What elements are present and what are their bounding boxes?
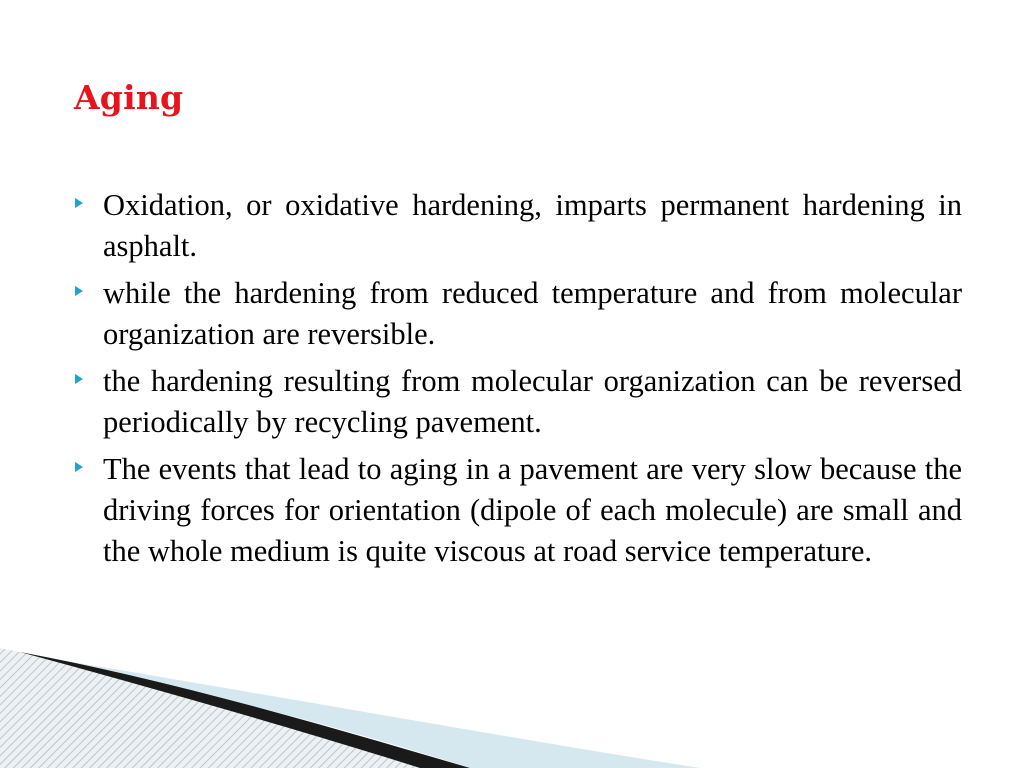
- slide-title: Aging: [74, 78, 184, 117]
- triangle-bullet-icon: [75, 462, 83, 472]
- bullet-item: [74, 361, 962, 443]
- bullet-item: [74, 449, 962, 572]
- triangle-bullet-icon: [75, 374, 83, 384]
- bullet-list: [74, 185, 962, 578]
- bullet-text: The events that lead to aging in a pavement are very slow because the driving forces for orientation (dipole of each molecule) are small and the whole medium is quite viscous at road service temperature.: [103, 452, 962, 568]
- bullet-text: while the hardening from reduced temperature and from molecular organization are reversible.: [103, 276, 962, 351]
- bullet-item: [74, 273, 962, 355]
- triangle-bullet-icon: [75, 198, 83, 208]
- bullet-text: Oxidation, or oxidative hardening, imparts permanent hardening in asphalt.: [103, 188, 962, 263]
- bullet-item: [74, 185, 962, 267]
- triangle-bullet-icon: [75, 286, 83, 296]
- bullet-text: the hardening resulting from molecular organization can be reversed periodically by recycling pavement.: [103, 364, 962, 439]
